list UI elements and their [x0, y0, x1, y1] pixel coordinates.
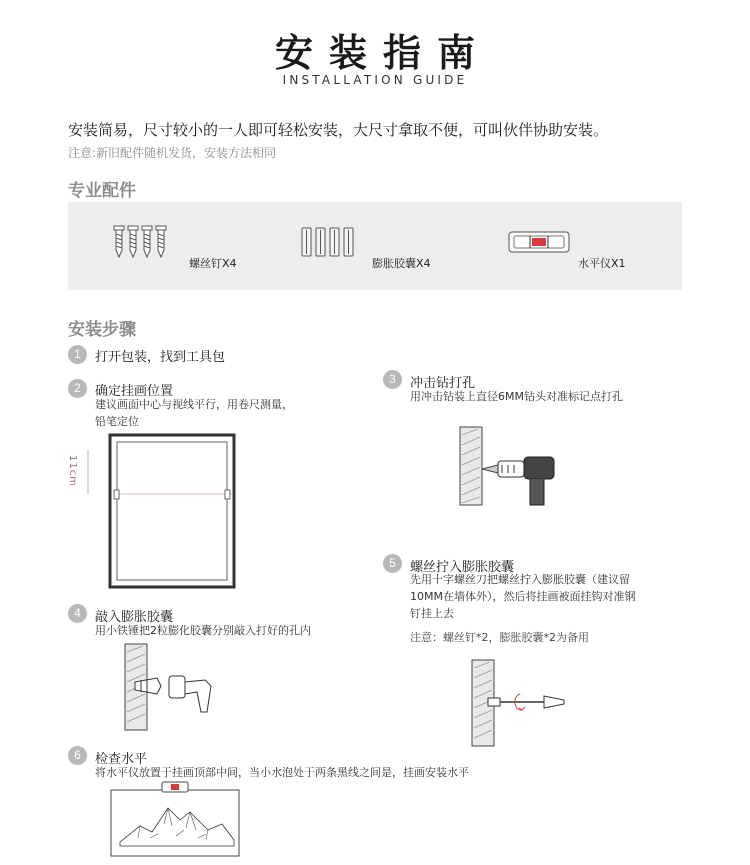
screw-icon [112, 224, 182, 260]
level-check-diagram [110, 780, 240, 858]
drill-diagram [460, 425, 560, 510]
page-title: 安装指南 [274, 31, 491, 75]
screwdriver-diagram [472, 658, 572, 748]
accessories-heading: 专业配件 [68, 181, 136, 201]
step-desc-5-line3: 钉挂上去 [410, 607, 454, 620]
step-title-5: 螺丝拧入膨胀胶囊 [410, 560, 515, 575]
step-number-5: 5 [383, 554, 402, 573]
step-desc-6: 将水平仪放置于挂画顶部中间，当小水泡处于两条黑线之间是，挂画安装水平 [95, 766, 469, 779]
page-subtitle: INSTALLATION GUIDE [282, 73, 468, 87]
frame-diagram [80, 432, 240, 592]
accessory-label-screw: 螺丝钉X4 [189, 257, 237, 270]
step-title-3: 冲击钻打孔 [410, 376, 476, 391]
step-desc-2-line2: 铅笔定位 [95, 415, 139, 428]
step-title-4: 敲入膨胀胶囊 [95, 610, 174, 625]
step-number-1: 1 [68, 345, 87, 364]
step-desc-4: 用小铁锤把2粒膨化胶囊分别敲入打好的孔内 [95, 624, 311, 637]
step-number-6: 6 [68, 746, 87, 765]
anchor-icon [300, 226, 360, 260]
measure-label: 11cm [67, 455, 78, 487]
step-number-3: 3 [383, 370, 402, 389]
step-number-4: 4 [68, 604, 87, 623]
step-title-2: 确定挂画位置 [95, 384, 174, 399]
step-desc-5-line2: 10MM在墙体外），然后将挂画被面挂钩对准钢 [410, 590, 636, 603]
accessory-label-level: 水平仪X1 [578, 257, 626, 270]
step-title-6: 检查水平 [95, 752, 148, 767]
hammer-diagram [125, 642, 225, 732]
step-desc-5-line1: 先用十字螺丝刀把螺丝拧入膨胀胶囊（建议留 [410, 573, 630, 586]
step-desc-2-line1: 建议画面中心与视线平行，用卷尺测量， [95, 398, 293, 411]
step-note-5: 注意：螺丝钉*2，膨胀胶囊*2为备用 [410, 631, 589, 644]
step-title-1: 打开包装，找到工具包 [95, 350, 226, 365]
accessory-label-anchor: 膨胀胶囊X4 [372, 257, 431, 270]
step-number-2: 2 [68, 379, 87, 398]
intro-text: 安装简易，尺寸较小的一人即可轻松安装，大尺寸拿取不便，可叫伙伴协助安装。 [68, 121, 609, 139]
spirit-level-icon [508, 231, 570, 253]
step-desc-3: 用冲击钻装上直径6MM钻头对准标记点打孔 [410, 390, 623, 403]
steps-heading: 安装步骤 [68, 320, 136, 340]
intro-note: 注意:新旧配件随机发货，安装方法相同 [68, 146, 277, 160]
